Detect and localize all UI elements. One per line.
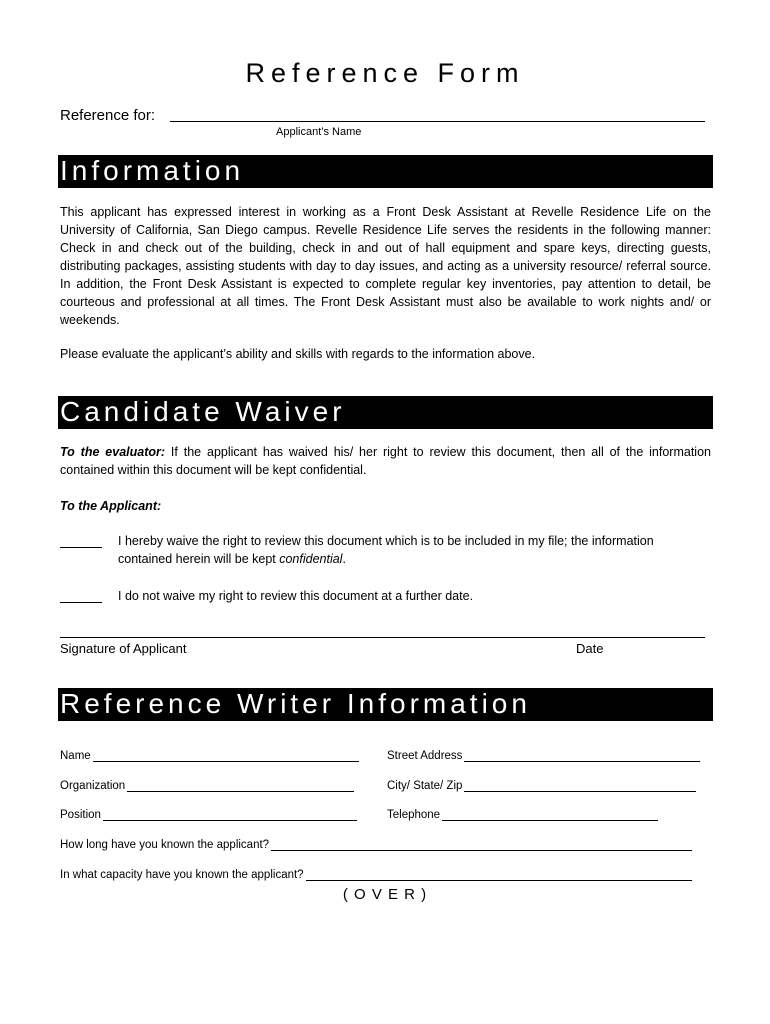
reference-for-label: Reference for: xyxy=(60,107,156,124)
known-duration-input-line[interactable] xyxy=(271,839,692,851)
organization-input-line[interactable] xyxy=(127,780,354,792)
position-field xyxy=(60,809,357,821)
applicant-label xyxy=(60,497,711,515)
telephone-label: Telephone xyxy=(387,809,441,821)
over-footer: ( O V E R ) xyxy=(342,886,428,903)
city-state-zip-label: City/ State/ Zip xyxy=(387,780,463,792)
capacity-input-line[interactable] xyxy=(306,869,692,881)
applicant-label-text: To the Applicant: xyxy=(60,499,162,513)
street-address-input-line[interactable] xyxy=(464,750,700,762)
candidate-waiver-heading: Candidate Waiver xyxy=(58,396,713,429)
information-paragraph: This applicant has expressed interest in working as a Front Desk Assistant at Revelle Residence Life on the University of California, San Diego campus. Revelle Residence Life serves the residents in the following manner: Check in and check out of the building, check in and out of hall equipment and spare keys, directing guests, distributing packages, assisting students with day to day issues, and acting as a university resource/ referral source. In addition, the Front Desk Assistant is expected to complete regular key inventories, pay attention to detail, be courteous and professional at all times. The Front Desk Assistant must also be available to work nights and/ or weekends. xyxy=(60,205,711,327)
name-input-line[interactable] xyxy=(93,750,359,762)
telephone-field xyxy=(387,809,658,821)
signature-label: Signature of Applicant xyxy=(60,641,187,656)
city-state-zip-input-line[interactable] xyxy=(464,780,696,792)
telephone-input-line[interactable] xyxy=(442,809,658,821)
organization-label: Organization xyxy=(60,780,126,792)
name-field xyxy=(60,750,359,762)
evaluator-label: To the evaluator: xyxy=(60,445,166,459)
name-label: Name xyxy=(60,750,91,762)
position-label: Position xyxy=(60,809,101,821)
waive-option-text-b: . xyxy=(342,552,346,566)
known-duration-field xyxy=(60,839,692,851)
waive-checkbox-line[interactable] xyxy=(60,547,102,548)
evaluator-text: If the applicant has waived his/ her right to review this document, then all of the information contained within this document will be kept confidential. xyxy=(60,445,711,477)
street-address-label: Street Address xyxy=(387,750,463,762)
street-address-field xyxy=(387,750,700,762)
signature-line[interactable] xyxy=(60,637,705,638)
organization-field xyxy=(60,780,354,792)
known-duration-label: How long have you known the applicant? xyxy=(60,839,270,851)
waive-option-text-a: I hereby waive the right to review this document which is to be included in my file; the information contained herein will be kept xyxy=(118,534,654,566)
not-waive-checkbox-line[interactable] xyxy=(60,602,102,603)
evaluator-note xyxy=(60,443,711,479)
capacity-label: In what capacity have you known the applicant? xyxy=(60,869,304,881)
city-state-zip-field xyxy=(387,780,696,792)
form-title: Reference Form xyxy=(245,58,525,88)
applicant-name-line[interactable] xyxy=(170,121,705,122)
reference-writer-heading: Reference Writer Information xyxy=(58,688,713,721)
date-label: Date xyxy=(576,641,604,656)
position-input-line[interactable] xyxy=(103,809,357,821)
capacity-field xyxy=(60,869,692,881)
information-heading: Information xyxy=(58,155,713,188)
applicant-name-caption: Applicant’s Name xyxy=(276,126,362,138)
evaluate-instruction: Please evaluate the applicant’s ability and skills with regards to the information above. xyxy=(60,347,536,361)
not-waive-option-text: I do not waive my right to review this document at a further date. xyxy=(118,589,474,603)
waive-option-text-italic: confidential xyxy=(279,552,343,566)
waive-option-text xyxy=(118,532,688,568)
